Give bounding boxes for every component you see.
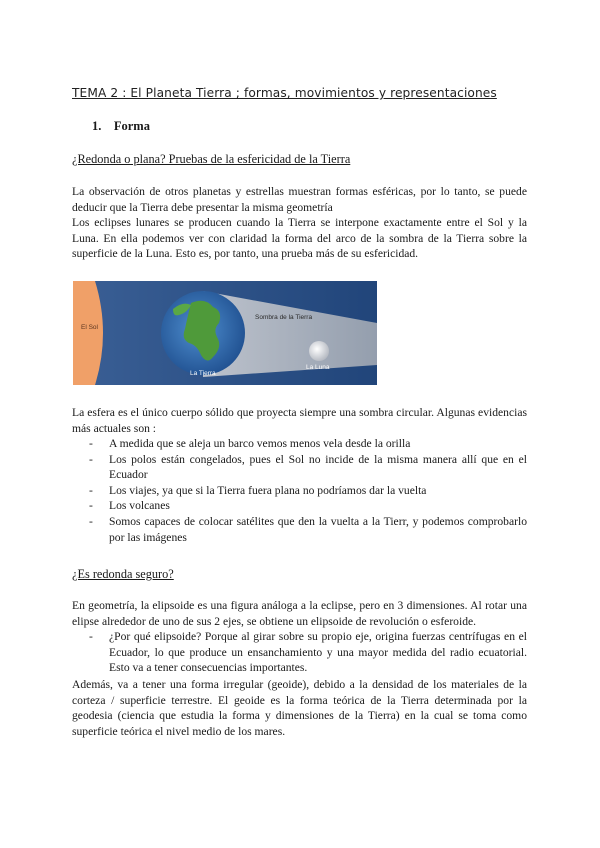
list-bullet: - — [89, 437, 93, 450]
list-item: - Los viajes, ya que si la Tierra fuera plana no podríamos dar la vuelta — [89, 483, 427, 497]
paragraph-sphere: La esfera es el único cuerpo sólido que proyecta siempre una sombra circular. Algunas evidencias más actuales son : — [72, 406, 527, 435]
section-heading — [92, 119, 150, 134]
sun-label: El Sol — [81, 324, 98, 331]
paragraph-observation: La observación de otros planetas y estrellas muestran formas esféricas, por lo tanto, se puede deducir que la Tierra debe presentar la misma geometría — [72, 185, 527, 214]
section-label: Forma — [113, 119, 150, 133]
moon-globe — [309, 341, 329, 361]
sun-shape — [73, 281, 103, 385]
list-item: - A medida que se aleja un barco vemos menos vela desde la orilla — [89, 437, 411, 450]
paragraph-eclipses: Los eclipses lunares se producen cuando la Tierra se interpone exactamente entre el Sol y la Luna. En ella podemos ver con claridad la forma del arco de la sombra de la Tierra sobre la superficie de la Luna. Esto es, por tanto, una prueba más de su esfericidad. — [72, 216, 527, 261]
list-bullet: - — [89, 483, 93, 497]
eclipse-diagram — [73, 281, 377, 385]
subheading-roundness: ¿Redonda o plana? Pruebas de la esfericidad de la Tierra — [72, 152, 351, 166]
list-bullet: - — [89, 514, 93, 528]
list-bullet: - — [89, 630, 93, 643]
paragraph-ellipsoid: En geometría, la elipsoide es una figura análoga a la eclipse, pero en 3 dimensiones. Al rotar una elipse alrededor de uno de sus 2 ejes, se obtiene un elipsoide de revolución o esferoide. — [72, 599, 527, 628]
list-bullet: - — [89, 452, 93, 466]
moon-label: La Luna — [306, 364, 330, 371]
list-item: - ¿Por qué elipsoide? Porque al girar sobre su propio eje, origina fuerzas centrífugas en el Ecuador, lo que produce un ensanchamiento y una mayor medida del radio ecuatorial. Esto va a tener consecuencias importantes. — [89, 630, 527, 675]
list-item: - Los polos están congelados, pues el Sol no incide de la misma manera allí que en el Ecuador — [89, 452, 527, 482]
paragraph-geoid: Además, va a tener una forma irregular (geoide), debido a la densidad de los materiales de la corteza / superficie terrestre. El geoide es la forma teórica de la Tierra determinada por la geodesia (ciencia que estudia la forma y dimensiones de la Tierra) en la cual se toma como superficie teórica el nivel medio de los mares. — [72, 678, 527, 738]
section-number: 1. — [92, 119, 102, 133]
shadow-label: Sombra de la Tierra — [255, 314, 313, 321]
list-item: - Somos capaces de colocar satélites que den la vuelta a la Tierr, y podemos comprobarlo por las imágenes — [89, 514, 527, 544]
list-item: - Los volcanes — [89, 499, 170, 513]
evidence-list — [72, 436, 527, 545]
ellipsoid-note-list — [72, 629, 527, 676]
page-title: TEMA 2 : El Planeta Tierra ; formas, movimientos y representaciones — [72, 86, 497, 100]
subheading-is-it-round: ¿Es redonda seguro? — [72, 567, 174, 581]
list-bullet: - — [89, 499, 93, 513]
earth-label: La Tierra — [190, 370, 216, 377]
